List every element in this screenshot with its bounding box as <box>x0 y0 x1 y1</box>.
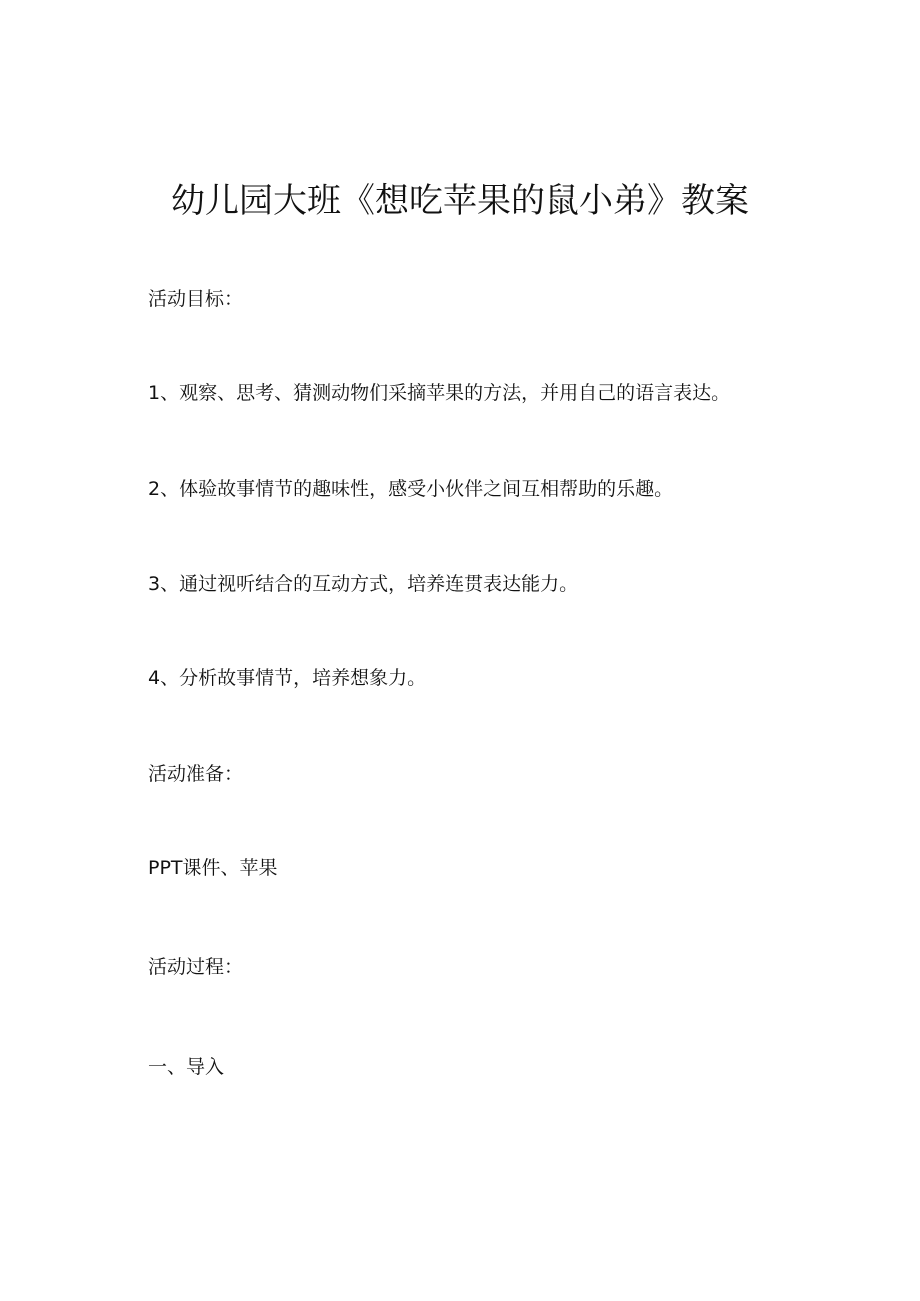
goals-heading: 活动目标： <box>148 288 244 310</box>
prep-text: 课件、苹果 <box>182 857 278 879</box>
goal-item-3 <box>148 571 578 597</box>
goal-text: 、分析故事情节，培养想象力。 <box>160 667 427 689</box>
prep-abbr: PPT <box>148 857 183 879</box>
goal-text: 、体验故事情节的趣味性，感受小伙伴之间互相帮助的乐趣。 <box>160 478 674 500</box>
document-title: 幼儿园大班《想吃苹果的鼠小弟》教案 <box>171 181 749 221</box>
goal-number: 3 <box>148 573 161 595</box>
goal-item-4 <box>148 665 426 691</box>
process-heading: 活动过程： <box>148 956 244 978</box>
goal-item-2 <box>148 476 673 502</box>
prep-heading: 活动准备： <box>148 763 244 785</box>
goal-item-1 <box>148 380 730 406</box>
prep-item <box>148 855 278 881</box>
goal-text: 、观察、思考、猜测动物们采摘苹果的方法，并用自己的语言表达。 <box>160 382 731 404</box>
goal-number: 1 <box>148 382 161 404</box>
goal-number: 4 <box>148 667 161 689</box>
goal-number: 2 <box>148 478 161 500</box>
section-one-heading: 一、导入 <box>148 1056 225 1078</box>
goal-text: 、通过视听结合的互动方式，培养连贯表达能力。 <box>160 573 579 595</box>
